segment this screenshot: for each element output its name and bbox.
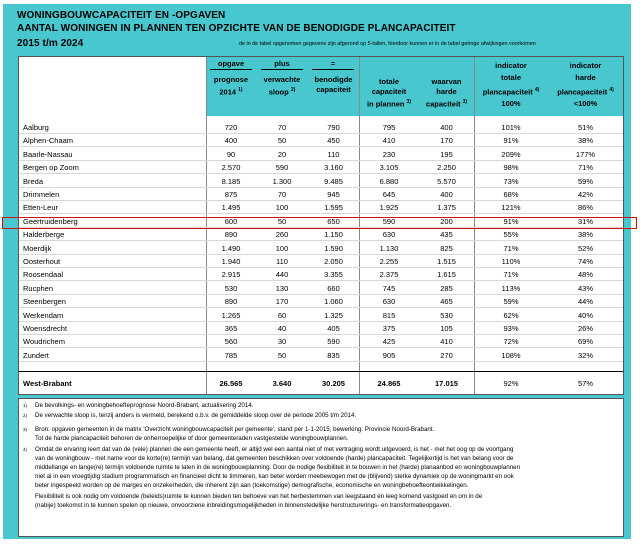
cell-prognose: 1.495: [221, 203, 241, 213]
cell-gemeente: Roosendaal: [23, 270, 64, 280]
cell-indicator-totaal: 55%: [503, 230, 519, 240]
total-label: West-Brabant: [23, 379, 72, 388]
cell-benodigd: 1.325: [324, 310, 343, 320]
cell-prognose: 560: [224, 337, 238, 347]
cell-benodigd: 1.060: [324, 297, 343, 307]
cell-indicator-hard: 86%: [577, 203, 593, 213]
cell-indicator-totaal: 110%: [501, 257, 521, 266]
cell-capaciteit: 6.880: [379, 176, 399, 186]
table-row: [19, 257, 623, 268]
cell-indicator-totaal: 73%: [503, 176, 519, 186]
header-in-plannen: in plannen $^{3)}$: [366, 99, 412, 109]
header-totale: totale: [378, 77, 399, 86]
cell-capaciteit: 2.255: [379, 257, 399, 266]
cell-benodigd: 405: [327, 324, 340, 333]
cell-capaciteit: 375: [382, 324, 396, 333]
title-line-3: 2015 t/m 2024: [17, 38, 84, 49]
footnote-4-line5: beter ingespeeld worden op de marges en onzekerheden, die inherent zijn aan (toekomstige) demografische, economische en woningbehoefteontwikkelingen.: [35, 482, 469, 489]
cell-sloop: 50: [277, 136, 287, 146]
cell-harde: 2.250: [437, 163, 456, 173]
cell-indicator-totaal: 68%: [503, 190, 519, 199]
cell-gemeente: Woensdrecht: [23, 324, 68, 333]
cell-benodigd: 450: [327, 136, 340, 146]
cell-sloop: 260: [275, 230, 289, 240]
cell-capaciteit: 630: [382, 230, 396, 240]
cell-indicator-totaal: 101%: [501, 123, 521, 132]
cell-sloop: 40: [277, 324, 287, 333]
footnote-2: $^{2)}$ De verwachte sloop is, tenzij anders is vermeld, berekend o.b.v. de gemiddelde sloop over de periode 2005 t/m 2014.: [23, 412, 357, 419]
cell-sloop: 70: [277, 190, 287, 199]
cell-prognose: 720: [224, 123, 238, 132]
cell-indicator-hard: 71%: [577, 163, 593, 173]
table-row: [19, 177, 623, 188]
footnote-4-line4: niet al in een vroegtijdig stadium programmatisch en financieel dicht te timmeren, kan beter worden meebewogen met de (blijvend) sterke dynamiek op de woningmarkt en ook: [35, 473, 514, 480]
cell-indicator-hard: 59%: [577, 176, 593, 186]
cell-capaciteit: 1.925: [379, 203, 399, 213]
cell-benodigd: 1.150: [324, 230, 343, 240]
cell-benodigd: 790: [327, 123, 340, 132]
cell-benodigd: 590: [327, 337, 340, 347]
cell-gemeente: Woudrichem: [23, 337, 65, 347]
header-prognose: prognose: [213, 75, 249, 84]
cell-indicator-totaal: 91%: [503, 216, 519, 226]
total-indicator-hard: 57%: [577, 379, 593, 388]
cell-sloop: 110: [276, 257, 288, 266]
cell-sloop: 130: [275, 283, 289, 293]
cell-indicator-totaal: 59%: [503, 297, 519, 307]
header-indicator-lt100: <100%: [573, 99, 598, 108]
cell-gemeente: Moerdijk: [23, 243, 52, 253]
table-row: [19, 163, 623, 174]
header-indicator-totale: indicator: [495, 61, 527, 70]
cell-sloop: 170: [275, 297, 289, 307]
table-row: [19, 284, 623, 295]
cell-capaciteit: 425: [382, 337, 396, 347]
cell-harde: 465: [440, 297, 453, 307]
header-equals: =: [312, 59, 354, 70]
header-indicator-100: 100%: [501, 99, 521, 108]
header-prognose-year: 2014 $^{1)}$: [219, 87, 243, 97]
cell-indicator-hard: 52%: [577, 243, 593, 253]
cell-capaciteit: 410: [382, 136, 396, 146]
header-waarvan: waarvan: [431, 77, 462, 86]
cell-indicator-totaal: 71%: [503, 243, 519, 253]
cell-indicator-totaal: 62%: [503, 310, 519, 320]
cell-harde: 400: [440, 190, 453, 199]
total-benodigd: 30.205: [322, 379, 345, 388]
header-harde: harde: [436, 87, 457, 96]
footnote-1: $^{1)}$ De bevolkings- en woningbehoefteprognose Noord-Brabant, actualisering 2014.: [23, 402, 254, 409]
cell-capaciteit: 230: [382, 149, 396, 159]
cell-sloop: 440: [275, 270, 289, 280]
header-totale-capaciteit: capaciteit: [371, 87, 407, 96]
table-row: [19, 351, 623, 362]
cell-sloop: 70: [277, 123, 287, 132]
header-capaciteit: capaciteit: [316, 85, 351, 94]
title-line-1: WONINGBOUWCAPACITEIT EN -OPGAVEN: [17, 10, 226, 21]
cell-indicator-hard: 74%: [577, 257, 593, 266]
cell-indicator-totaal: 108%: [501, 350, 521, 360]
cell-capaciteit: 795: [382, 123, 396, 132]
cell-harde: 530: [440, 310, 453, 320]
cell-sloop: 50: [277, 216, 287, 226]
cell-prognose: 2.570: [221, 163, 241, 173]
cell-gemeente: Drimmelen: [23, 190, 60, 199]
cell-gemeente: Geertruidenberg: [23, 216, 78, 226]
cell-benodigd: 9.485: [324, 176, 343, 186]
cell-capaciteit: 815: [382, 310, 396, 320]
cell-gemeente: Zundert: [23, 350, 49, 360]
cell-harde: 435: [440, 230, 453, 240]
cell-harde: 400: [440, 123, 453, 132]
cell-prognose: 8.185: [221, 176, 241, 186]
cell-capaciteit: 745: [382, 283, 396, 293]
cell-capaciteit: 590: [382, 216, 396, 226]
total-sloop: 3.640: [272, 379, 292, 388]
total-indicator-totaal: 92%: [503, 379, 519, 388]
table-row: [19, 123, 623, 134]
cell-gemeente: Halderberge: [23, 230, 65, 240]
table-row: [19, 270, 623, 281]
cell-indicator-hard: 69%: [577, 337, 593, 347]
cell-prognose: 90: [226, 149, 236, 159]
cell-harde: 270: [440, 350, 453, 360]
header-indicator-harde: indicator: [569, 61, 602, 70]
cell-sloop: 590: [275, 163, 289, 173]
table-row: [19, 337, 623, 348]
cell-benodigd: 2.050: [324, 257, 343, 266]
cell-gemeente: Werkendam: [23, 310, 64, 320]
table-row: [19, 324, 623, 335]
cell-gemeente: Alphen-Chaam: [23, 136, 74, 146]
cell-benodigd: 945: [327, 190, 340, 199]
header-benodigde: benodigde: [314, 75, 353, 84]
cell-indicator-hard: 26%: [577, 324, 593, 333]
cell-gemeente: Bergen op Zoom: [23, 163, 79, 173]
cell-prognose: 890: [224, 230, 238, 240]
cell-prognose: 365: [224, 324, 238, 333]
header-indicator-totale-2: totale: [500, 73, 521, 82]
cell-indicator-hard: 42%: [577, 190, 593, 199]
cell-prognose: 600: [224, 216, 238, 226]
footnote-4-line7: (nabije) toekomst in te kunnen spelen op nieuwe, onvoorziene inbreidingsmogelijkheden in binnenstedelijke herstructurerings- en transformatieopgaven.: [35, 502, 452, 509]
cell-harde: 285: [440, 283, 453, 293]
cell-indicator-hard: 48%: [577, 270, 593, 280]
cell-indicator-hard: 51%: [577, 123, 593, 132]
cell-indicator-hard: 177%: [575, 149, 596, 159]
cell-sloop: 20: [277, 149, 287, 159]
cell-gemeente: Steenbergen: [23, 297, 66, 307]
cell-indicator-totaal: 71%: [503, 270, 519, 280]
total-harde: 17.015: [435, 379, 458, 388]
cell-harde: 410: [440, 337, 453, 347]
table-row: [19, 136, 623, 147]
cell-sloop: 30: [277, 337, 287, 347]
cell-benodigd: 660: [327, 283, 340, 293]
cell-capaciteit: 2.375: [379, 270, 399, 280]
cell-indicator-hard: 43%: [577, 283, 593, 293]
cell-indicator-totaal: 98%: [503, 163, 519, 173]
cell-harde: 195: [440, 149, 453, 159]
table-row: [19, 150, 623, 161]
header-harde-capaciteit: capaciteit $^{3)}$: [425, 99, 468, 109]
cell-indicator-hard: 32%: [577, 350, 593, 360]
cell-harde: 105: [440, 324, 453, 333]
header-plus: plus: [261, 59, 303, 70]
cell-harde: 200: [440, 216, 453, 226]
footnote-4-line6: Flexibiliteit is ook nodig om voldoende (beleids)ruimte te kunnen bieden ten behoeve van het herbestemmen van leegstaand en leeg komend vastgoed en om in de: [35, 493, 483, 500]
cell-gemeente: Oosterhout: [23, 257, 61, 266]
cell-harde: 1.375: [437, 203, 456, 213]
cell-benodigd: 1.590: [324, 243, 343, 253]
cell-indicator-hard: 38%: [577, 230, 593, 240]
total-row: [19, 371, 623, 395]
table-row: [19, 297, 623, 308]
cell-harde: 1.615: [437, 270, 456, 280]
cell-indicator-totaal: 93%: [503, 324, 519, 333]
total-capaciteit: 24.865: [377, 379, 401, 388]
table-row: [19, 230, 623, 241]
cell-capaciteit: 645: [382, 190, 396, 199]
footnote-4-line3: middellange en lange(re) termijn voldoende ruimte te laten in de woningbouwplanning. Door de nodige flexibiliteit in te bouwen in het (harde) planaanbod en woningbouwplannen: [35, 464, 521, 471]
footnote-4-line2: van de woningbouw - met name voor de korte(re) termijn van belang, dat gemeenten beschikken over voldoende (harde) plancapaciteit. Tegelijkertijd is het van belang voor de: [35, 455, 514, 462]
highlight-geertruidenberg: [2, 217, 637, 229]
cell-indicator-hard: 40%: [577, 310, 593, 320]
header-opgave: opgave: [210, 59, 252, 70]
footnote-3: $^{3)}$ Bron: opgaven gemeenten in de matrix 'Overzicht woningbouwcapaciteit per gemeente', stand per 1-1-2015; bewerking: Provincie Noord-Brabant.: [23, 426, 435, 433]
cell-indicator-totaal: 121%: [501, 203, 521, 213]
table-row: [19, 244, 623, 255]
cell-harde: 5.570: [437, 176, 456, 186]
cell-harde: 825: [440, 243, 453, 253]
cell-harde: 170: [440, 136, 453, 146]
cell-capaciteit: 905: [382, 350, 396, 360]
cell-prognose: 1.490: [221, 243, 241, 253]
header-indicator-plancap: plancapaciteit $^{4)}$: [482, 87, 540, 97]
cell-benodigd: 650: [327, 216, 340, 226]
cell-indicator-totaal: 72%: [503, 337, 519, 347]
cell-prognose: 890: [224, 297, 238, 307]
header-indicator-harde-plancap: plancapaciteit $^{4)}$: [557, 87, 614, 97]
cell-gemeente: Rucphen: [23, 283, 54, 293]
table-row: [19, 203, 623, 214]
cell-benodigd: 835: [327, 350, 340, 360]
cell-indicator-totaal: 113%: [501, 283, 521, 293]
header-verwachte: verwachte: [263, 75, 301, 84]
cell-indicator-hard: 44%: [577, 297, 593, 307]
cell-indicator-hard: 31%: [577, 216, 593, 226]
header-sloop: sloop $^{2)}$: [268, 87, 296, 97]
cell-prognose: 785: [224, 350, 238, 360]
cell-sloop: 100: [275, 243, 289, 253]
cell-benodigd: 3.160: [324, 163, 343, 173]
cell-gemeente: Etten-Leur: [23, 203, 59, 213]
footnote-4: $^{4)}$ Omdat de ervaring leert dat van de (vele) plannen die een gemeente heeft, er altijd wel een aantal niet of met vertraging wordt uitgevoerd, is het - met het oog op de voortgang: [23, 446, 514, 453]
cell-harde: 1.515: [437, 257, 456, 266]
cell-sloop: 100: [275, 203, 289, 213]
cell-prognose: 400: [224, 136, 238, 146]
table-row: [19, 311, 623, 322]
cell-indicator-hard: 38%: [577, 136, 593, 146]
title-line-2: AANTAL WONINGEN IN PLANNEN TEN OPZICHTE VAN DE BENODIGDE PLANCAPACITEIT: [17, 23, 456, 34]
table-row: [19, 190, 623, 201]
total-prognose: 26.565: [219, 379, 243, 388]
cell-capaciteit: 630: [382, 297, 396, 307]
cell-gemeente: Aalburg: [23, 123, 49, 132]
cell-prognose: 875: [224, 190, 238, 199]
cell-sloop: 1.300: [272, 176, 292, 186]
rounding-note: de in de tabel opgenomen gegevens zijn afgerond op 5-tallen, hierdoor kunnen er in de tabel geringe afwijkingen voorkomen: [239, 41, 536, 47]
cell-benodigd: 3.355: [324, 270, 343, 280]
cell-benodigd: 1.595: [324, 203, 343, 213]
cell-indicator-totaal: 91%: [503, 136, 519, 146]
footnote-3b: Tot de harde plancapaciteit behoren de onherroepelijke of door gemeenteraden vastgestelde woningbouwplannen.: [35, 435, 349, 442]
cell-capaciteit: 1.130: [379, 243, 399, 253]
header-indicator-harde-2: harde: [575, 73, 596, 82]
cell-prognose: 530: [224, 283, 238, 293]
cell-gemeente: Baarle-Nassau: [23, 149, 73, 159]
cell-benodigd: 110: [327, 149, 340, 159]
cell-sloop: 50: [277, 350, 287, 360]
cell-indicator-totaal: 209%: [501, 149, 521, 159]
cell-prognose: 1.940: [221, 257, 241, 266]
cell-gemeente: Breda: [23, 176, 44, 186]
cell-prognose: 1.265: [221, 310, 241, 320]
cell-sloop: 60: [277, 310, 287, 320]
cell-prognose: 2.915: [221, 270, 241, 280]
cell-capaciteit: 3.105: [379, 163, 399, 173]
footnotes: [18, 398, 624, 537]
